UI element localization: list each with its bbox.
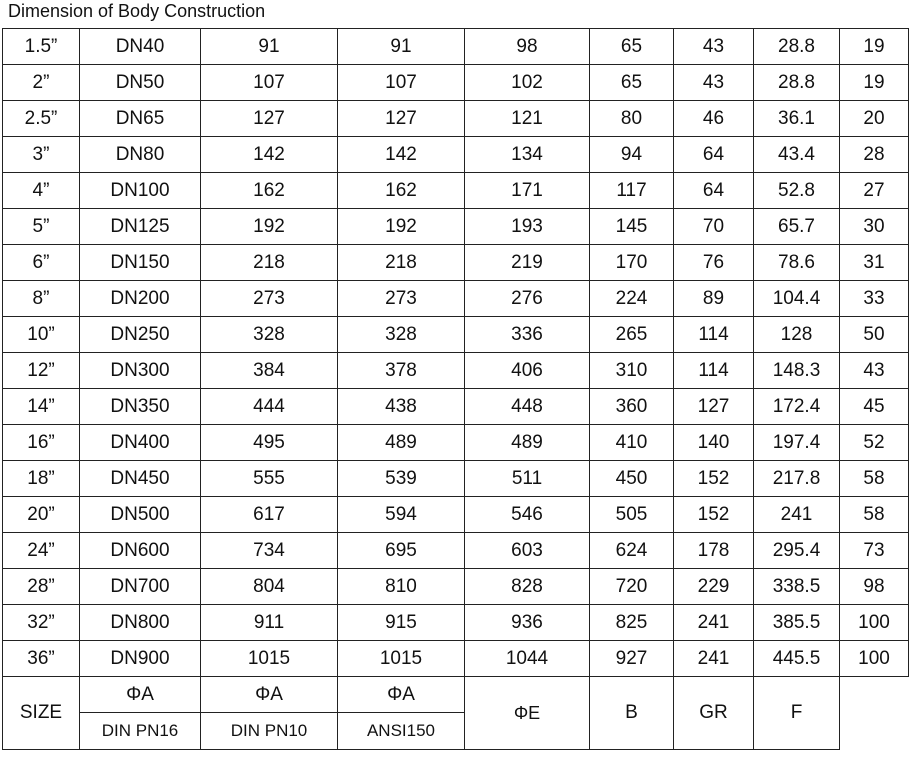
phi-a-din-pn10-cell: 378 (338, 353, 465, 389)
phi-a-din-pn16-cell: 107 (201, 65, 338, 101)
b-cell: 70 (674, 209, 754, 245)
f-cell: 20 (840, 101, 909, 137)
phi-e-cell: 927 (590, 641, 674, 677)
gr-cell: 128 (754, 317, 840, 353)
gr-cell: 385.5 (754, 605, 840, 641)
size-inch-cell: 4” (3, 173, 80, 209)
size-inch-cell: 2.5” (3, 101, 80, 137)
size-inch-cell: 3” (3, 137, 80, 173)
size-inch-cell: 18” (3, 461, 80, 497)
phi-a-din-pn10-cell: 438 (338, 389, 465, 425)
phi-a-din-pn10-cell: 1015 (338, 641, 465, 677)
size-dn-cell: DN300 (80, 353, 201, 389)
gr-cell: 52.8 (754, 173, 840, 209)
phi-a-ansi150-cell: 121 (465, 101, 590, 137)
size-inch-cell: 36” (3, 641, 80, 677)
phi-a-din-pn16-cell: 162 (201, 173, 338, 209)
b-cell: 76 (674, 245, 754, 281)
phi-e-cell: 310 (590, 353, 674, 389)
table-row (3, 533, 909, 569)
phi-e-cell: 624 (590, 533, 674, 569)
b-cell: 64 (674, 173, 754, 209)
f-cell: 52 (840, 425, 909, 461)
phi-e-cell: 505 (590, 497, 674, 533)
phi-a-ansi150-cell: 102 (465, 65, 590, 101)
phi-a-ansi150-cell: 98 (465, 29, 590, 65)
phi-a-din-pn16-cell: 555 (201, 461, 338, 497)
phi-e-cell: 450 (590, 461, 674, 497)
table-row (3, 65, 909, 101)
phi-a-ansi150-cell: 936 (465, 605, 590, 641)
table-row (3, 353, 909, 389)
b-cell: 241 (674, 605, 754, 641)
phi-a-din-pn10-cell: 127 (338, 101, 465, 137)
phi-a-ansi150-cell: 219 (465, 245, 590, 281)
f-cell: 98 (840, 569, 909, 605)
standard-ansi150-header: ANSI150 (338, 713, 465, 750)
f-cell: 58 (840, 461, 909, 497)
phi-a-din-pn10-cell: 192 (338, 209, 465, 245)
standard-din-pn16-header: DIN PN16 (80, 713, 201, 750)
phi-a-ansi150-cell: 336 (465, 317, 590, 353)
b-cell: 152 (674, 461, 754, 497)
phi-a-header-din-pn16: ΦA (80, 677, 201, 713)
size-dn-cell: DN125 (80, 209, 201, 245)
phi-a-din-pn16-cell: 384 (201, 353, 338, 389)
phi-a-din-pn16-cell: 328 (201, 317, 338, 353)
table-row (3, 425, 909, 461)
phi-a-din-pn16-cell: 1015 (201, 641, 338, 677)
gr-cell: 36.1 (754, 101, 840, 137)
size-inch-cell: 2” (3, 65, 80, 101)
size-dn-cell: DN500 (80, 497, 201, 533)
b-cell: 43 (674, 65, 754, 101)
phi-a-ansi150-cell: 489 (465, 425, 590, 461)
size-dn-cell: DN40 (80, 29, 201, 65)
f-cell: 100 (840, 641, 909, 677)
table-row (3, 209, 909, 245)
b-cell: 64 (674, 137, 754, 173)
phi-a-din-pn10-cell: 695 (338, 533, 465, 569)
b-cell: 127 (674, 389, 754, 425)
size-dn-cell: DN800 (80, 605, 201, 641)
phi-a-din-pn16-cell: 91 (201, 29, 338, 65)
phi-a-ansi150-cell: 448 (465, 389, 590, 425)
phi-e-header: ΦE (465, 677, 590, 750)
standard-din-pn10-header: DIN PN10 (201, 713, 338, 750)
phi-e-cell: 360 (590, 389, 674, 425)
table-row (3, 245, 909, 281)
phi-a-din-pn10-cell: 218 (338, 245, 465, 281)
f-cell: 30 (840, 209, 909, 245)
b-cell: 140 (674, 425, 754, 461)
phi-a-din-pn10-cell: 328 (338, 317, 465, 353)
table-row (3, 173, 909, 209)
f-cell: 100 (840, 605, 909, 641)
f-cell: 33 (840, 281, 909, 317)
size-inch-cell: 6” (3, 245, 80, 281)
size-dn-cell: DN900 (80, 641, 201, 677)
gr-cell: 338.5 (754, 569, 840, 605)
table-row (3, 605, 909, 641)
gr-cell: 148.3 (754, 353, 840, 389)
f-header: F (754, 677, 840, 750)
f-cell: 58 (840, 497, 909, 533)
table-row (3, 317, 909, 353)
phi-a-din-pn16-cell: 804 (201, 569, 338, 605)
phi-a-din-pn16-cell: 218 (201, 245, 338, 281)
size-inch-cell: 14” (3, 389, 80, 425)
phi-a-din-pn16-cell: 192 (201, 209, 338, 245)
phi-e-cell: 145 (590, 209, 674, 245)
size-dn-cell: DN600 (80, 533, 201, 569)
table-row (3, 569, 909, 605)
phi-a-din-pn16-cell: 734 (201, 533, 338, 569)
phi-a-din-pn16-cell: 911 (201, 605, 338, 641)
size-dn-cell: DN700 (80, 569, 201, 605)
gr-cell: 28.8 (754, 65, 840, 101)
f-cell: 19 (840, 29, 909, 65)
f-cell: 19 (840, 65, 909, 101)
phi-e-cell: 720 (590, 569, 674, 605)
phi-a-din-pn16-cell: 273 (201, 281, 338, 317)
phi-e-cell: 65 (590, 29, 674, 65)
size-header: SIZE (3, 677, 80, 750)
gr-cell: 241 (754, 497, 840, 533)
phi-e-cell: 80 (590, 101, 674, 137)
table-row (3, 641, 909, 677)
phi-a-din-pn10-cell: 810 (338, 569, 465, 605)
size-dn-cell: DN65 (80, 101, 201, 137)
gr-cell: 28.8 (754, 29, 840, 65)
size-dn-cell: DN50 (80, 65, 201, 101)
phi-e-cell: 94 (590, 137, 674, 173)
table-header-footer (3, 677, 909, 750)
phi-a-ansi150-cell: 406 (465, 353, 590, 389)
size-dn-cell: DN250 (80, 317, 201, 353)
gr-cell: 65.7 (754, 209, 840, 245)
gr-cell: 295.4 (754, 533, 840, 569)
size-inch-cell: 16” (3, 425, 80, 461)
size-inch-cell: 28” (3, 569, 80, 605)
table-row (3, 389, 909, 425)
phi-e-cell: 410 (590, 425, 674, 461)
phi-a-din-pn10-cell: 594 (338, 497, 465, 533)
size-dn-cell: DN200 (80, 281, 201, 317)
size-dn-cell: DN400 (80, 425, 201, 461)
size-inch-cell: 1.5” (3, 29, 80, 65)
phi-a-din-pn16-cell: 495 (201, 425, 338, 461)
phi-a-ansi150-cell: 276 (465, 281, 590, 317)
table-row (3, 461, 909, 497)
f-cell: 73 (840, 533, 909, 569)
phi-a-header-ansi150: ΦA (338, 677, 465, 713)
b-cell: 178 (674, 533, 754, 569)
phi-a-din-pn16-cell: 127 (201, 101, 338, 137)
size-inch-cell: 5” (3, 209, 80, 245)
phi-a-din-pn10-cell: 107 (338, 65, 465, 101)
phi-a-header-din-pn10: ΦA (201, 677, 338, 713)
table-row (3, 281, 909, 317)
size-inch-cell: 32” (3, 605, 80, 641)
f-cell: 50 (840, 317, 909, 353)
phi-e-cell: 825 (590, 605, 674, 641)
b-cell: 114 (674, 353, 754, 389)
phi-a-din-pn10-cell: 273 (338, 281, 465, 317)
phi-a-ansi150-cell: 603 (465, 533, 590, 569)
gr-header: GR (674, 677, 754, 750)
phi-a-ansi150-cell: 171 (465, 173, 590, 209)
header-row-top (3, 677, 909, 713)
f-cell: 31 (840, 245, 909, 281)
phi-a-ansi150-cell: 193 (465, 209, 590, 245)
gr-cell: 104.4 (754, 281, 840, 317)
b-cell: 43 (674, 29, 754, 65)
size-inch-cell: 20” (3, 497, 80, 533)
b-cell: 114 (674, 317, 754, 353)
phi-a-din-pn10-cell: 915 (338, 605, 465, 641)
phi-e-cell: 265 (590, 317, 674, 353)
phi-a-din-pn10-cell: 162 (338, 173, 465, 209)
phi-e-cell: 117 (590, 173, 674, 209)
phi-a-ansi150-cell: 134 (465, 137, 590, 173)
phi-e-cell: 170 (590, 245, 674, 281)
phi-e-cell: 224 (590, 281, 674, 317)
phi-e-cell: 65 (590, 65, 674, 101)
gr-cell: 78.6 (754, 245, 840, 281)
phi-a-din-pn16-cell: 444 (201, 389, 338, 425)
table-row (3, 137, 909, 173)
table-body (3, 29, 909, 677)
gr-cell: 445.5 (754, 641, 840, 677)
b-header: B (590, 677, 674, 750)
phi-a-ansi150-cell: 828 (465, 569, 590, 605)
dimension-table (2, 28, 909, 750)
size-dn-cell: DN350 (80, 389, 201, 425)
size-dn-cell: DN100 (80, 173, 201, 209)
phi-a-din-pn10-cell: 539 (338, 461, 465, 497)
b-cell: 46 (674, 101, 754, 137)
phi-a-ansi150-cell: 1044 (465, 641, 590, 677)
page-title: Dimension of Body Construction (8, 1, 266, 21)
b-cell: 152 (674, 497, 754, 533)
gr-cell: 217.8 (754, 461, 840, 497)
phi-a-din-pn10-cell: 142 (338, 137, 465, 173)
f-cell: 28 (840, 137, 909, 173)
phi-a-din-pn16-cell: 142 (201, 137, 338, 173)
phi-a-ansi150-cell: 546 (465, 497, 590, 533)
size-dn-cell: DN80 (80, 137, 201, 173)
size-inch-cell: 10” (3, 317, 80, 353)
f-cell: 43 (840, 353, 909, 389)
f-cell: 27 (840, 173, 909, 209)
phi-a-ansi150-cell: 511 (465, 461, 590, 497)
size-inch-cell: 8” (3, 281, 80, 317)
table-row (3, 29, 909, 65)
phi-a-din-pn10-cell: 489 (338, 425, 465, 461)
gr-cell: 43.4 (754, 137, 840, 173)
table-row (3, 497, 909, 533)
size-inch-cell: 24” (3, 533, 80, 569)
f-cell: 45 (840, 389, 909, 425)
size-inch-cell: 12” (3, 353, 80, 389)
b-cell: 229 (674, 569, 754, 605)
size-dn-cell: DN450 (80, 461, 201, 497)
b-cell: 89 (674, 281, 754, 317)
gr-cell: 172.4 (754, 389, 840, 425)
phi-a-din-pn16-cell: 617 (201, 497, 338, 533)
phi-a-din-pn10-cell: 91 (338, 29, 465, 65)
table-row (3, 101, 909, 137)
size-dn-cell: DN150 (80, 245, 201, 281)
b-cell: 241 (674, 641, 754, 677)
gr-cell: 197.4 (754, 425, 840, 461)
